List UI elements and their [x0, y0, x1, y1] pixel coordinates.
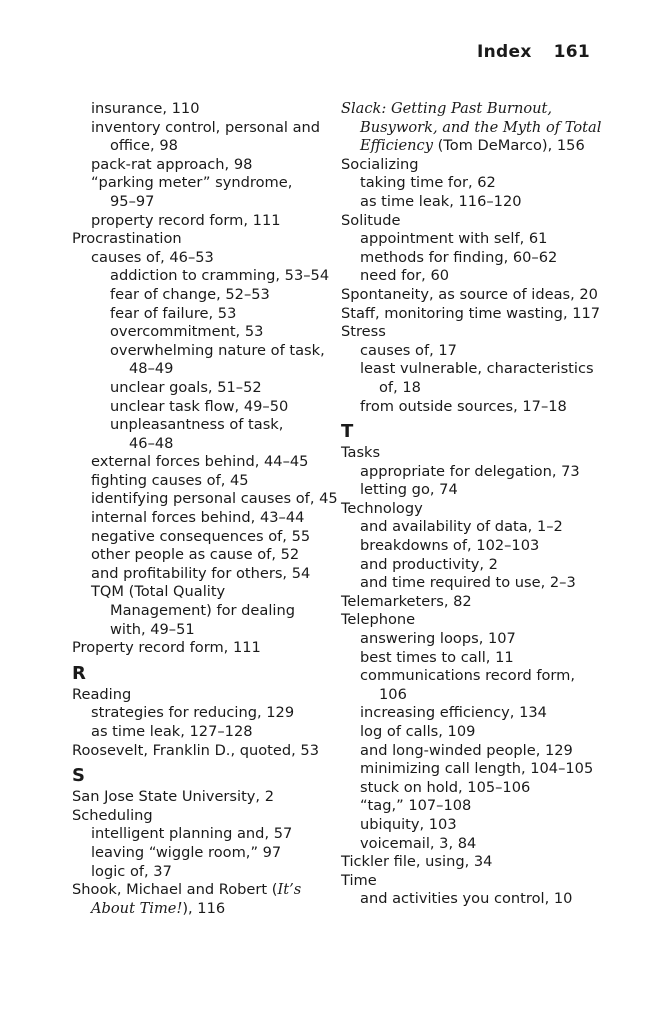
index-entry — [341, 249, 603, 268]
index-entry-text: Tasks — [341, 444, 381, 462]
index-entry — [72, 723, 334, 742]
index-entry-text: causes of, 46–53 — [91, 248, 214, 266]
index-entry — [72, 621, 334, 640]
index-entry-text: TQM (Total Quality — [91, 583, 226, 601]
index-entry-text: Socializing — [341, 155, 419, 173]
index-entry-text: and profitability for others, 54 — [91, 564, 311, 582]
index-entry — [341, 212, 603, 231]
index-entry-text: methods for finding, 60–62 — [360, 248, 558, 266]
index-entry-text: “tag,” 107–108 — [360, 797, 472, 815]
index-entry — [341, 630, 603, 649]
index-entry-text: internal forces behind, 43–44 — [91, 509, 305, 527]
index-entry — [72, 900, 334, 919]
index-entry — [341, 379, 603, 398]
index-entry — [72, 398, 334, 417]
index-entry-text: Telephone — [341, 611, 416, 629]
index-entry — [72, 416, 334, 435]
index-entry-text: strategies for reducing, 129 — [91, 704, 295, 722]
index-entry-text: and productivity, 2 — [360, 555, 498, 573]
index-entry — [72, 844, 334, 863]
index-entry-text: pack-rat approach, 98 — [91, 155, 253, 173]
index-entry-text: “parking meter” syndrome, — [91, 174, 293, 192]
index-entry — [341, 518, 603, 537]
index-entry — [72, 174, 334, 193]
index-entry-text: identifying personal causes of, 45 — [91, 490, 338, 508]
index-entry-text: best times to call, 11 — [360, 648, 514, 666]
index-entry — [72, 639, 334, 658]
index-column-left — [72, 100, 338, 918]
index-entry — [72, 863, 334, 882]
index-entry-text: 46–48 — [129, 434, 174, 452]
index-entry — [72, 379, 334, 398]
index-entry — [72, 193, 334, 212]
index-entry — [341, 137, 603, 156]
header-title: Index — [477, 42, 532, 62]
index-entry-text: Stress — [341, 323, 386, 341]
index-entry — [341, 853, 603, 872]
index-entry-text: unclear goals, 51–52 — [110, 378, 262, 396]
index-entry — [341, 267, 603, 286]
index-entry-text: intelligent planning and, 57 — [91, 825, 293, 843]
index-entry-text: Slack: Getting Past Burnout, — [341, 100, 553, 117]
index-entry-text: Property record form, 111 — [72, 639, 261, 657]
index-entry-text: taking time for, 62 — [360, 174, 496, 192]
index-entry — [341, 816, 603, 835]
index-entry — [341, 119, 603, 138]
index-entry — [341, 305, 603, 324]
index-entry — [341, 481, 603, 500]
index-entry — [341, 286, 603, 305]
index-entry-text: voicemail, 3, 84 — [360, 834, 477, 852]
index-entry — [341, 779, 603, 798]
index-entry — [341, 323, 603, 342]
index-entry — [341, 742, 603, 761]
index-section-letter: S — [72, 765, 85, 787]
index-entry-text: logic of, 37 — [91, 862, 172, 880]
index-entry — [72, 323, 334, 342]
index-entry-text: Efficiency — [360, 137, 433, 155]
index-entry — [341, 667, 603, 686]
index-entry-text: fighting causes of, 45 — [91, 471, 249, 489]
index-entry — [341, 611, 603, 630]
index-entry — [72, 686, 334, 705]
index-entry — [72, 360, 334, 379]
index-entry — [341, 444, 603, 463]
index-entry-text: About Time! — [91, 899, 183, 917]
index-entry-text: fear of failure, 53 — [110, 304, 237, 322]
index-entry-text: letting go, 74 — [360, 481, 458, 499]
index-entry-text: 48–49 — [129, 360, 174, 378]
index-entry-text: unpleasantness of task, — [110, 416, 284, 434]
index-entry — [341, 100, 603, 119]
index-entry — [341, 723, 603, 742]
index-entry-text: 106 — [379, 685, 407, 703]
index-entry-text: Management) for dealing — [110, 602, 295, 620]
index-entry-text: 95–97 — [110, 192, 155, 210]
index-entry-text: appointment with self, 61 — [360, 230, 548, 248]
index-entry-text: insurance, 110 — [91, 100, 200, 117]
index-entry — [72, 249, 334, 268]
index-entry — [341, 760, 603, 779]
page-number: 161 — [553, 42, 590, 62]
index-entry — [72, 286, 334, 305]
index-entry-text: Staff, monitoring time wasting, 117 — [341, 304, 601, 322]
index-entry-text: other people as cause of, 52 — [91, 546, 300, 564]
index-entry-text: Procrastination — [72, 230, 182, 248]
index-entry-text: as time leak, 116–120 — [360, 192, 522, 210]
index-entry-text: leaving “wiggle room,” 97 — [91, 843, 282, 861]
index-entry — [72, 509, 334, 528]
index-section-letter: R — [72, 662, 86, 684]
index-entry — [341, 835, 603, 854]
index-entry-text: causes of, 17 — [360, 341, 457, 359]
index-entry-text: Roosevelt, Franklin D., quoted, 53 — [72, 741, 319, 759]
index-entry-text: Spontaneity, as source of ideas, 20 — [341, 285, 598, 303]
index-entry-text: with, 49–51 — [110, 620, 195, 638]
index-entry-text: and time required to use, 2–3 — [360, 574, 576, 592]
index-entry — [341, 156, 603, 175]
index-entry — [72, 742, 334, 761]
index-entry-text: and availability of data, 1–2 — [360, 518, 563, 536]
index-entry-text: log of calls, 109 — [360, 723, 476, 740]
index-entry-text: overwhelming nature of task, — [110, 341, 325, 359]
index-entry — [341, 556, 603, 575]
index-entry-text: San Jose State University, 2 — [72, 788, 274, 806]
index-entry — [341, 230, 603, 249]
index-entry-text: from outside sources, 17–18 — [360, 397, 567, 415]
index-entry — [341, 174, 603, 193]
index-entry — [72, 100, 334, 119]
index-entry-text: Shook, Michael and Robert ( — [72, 881, 278, 899]
index-entry — [72, 267, 334, 286]
index-entry — [72, 546, 334, 565]
index-section-letter: T — [341, 421, 354, 443]
index-entry — [72, 230, 334, 249]
index-entry — [72, 602, 334, 621]
index-entry — [341, 890, 603, 909]
index-entry-text: Telemarketers, 82 — [341, 592, 472, 610]
index-entry-text: addiction to cramming, 53–54 — [110, 267, 330, 285]
index-entry-text: answering loops, 107 — [360, 630, 516, 648]
index-entry — [341, 686, 603, 705]
index-entry — [72, 435, 334, 454]
index-entry — [72, 565, 334, 584]
index-entry — [72, 305, 334, 324]
index-entry — [72, 342, 334, 361]
index-entry — [341, 500, 603, 519]
index-entry-text: need for, 60 — [360, 267, 450, 285]
index-entry-text: Time — [341, 871, 377, 889]
index-entry — [341, 193, 603, 212]
index-entry — [341, 463, 603, 482]
index-entry-text: Solitude — [341, 211, 401, 229]
index-entry — [341, 593, 603, 612]
index-entry — [341, 872, 603, 891]
index-entry — [72, 212, 334, 231]
index-entry-text: ), 116 — [182, 899, 226, 917]
index-entry-text: overcommitment, 53 — [110, 323, 264, 341]
index-entry — [341, 360, 603, 379]
index-entry-text: minimizing call length, 104–105 — [360, 760, 594, 778]
index-entry-text: breakdowns of, 102–103 — [360, 537, 540, 555]
index-entry — [72, 788, 334, 807]
index-entry-text: of, 18 — [379, 378, 421, 396]
index-entry-text: unclear task flow, 49–50 — [110, 397, 289, 415]
index-entry — [72, 156, 334, 175]
running-header — [477, 42, 590, 62]
index-entry — [72, 583, 334, 602]
index-entry — [341, 797, 603, 816]
index-entry-text: negative consequences of, 55 — [91, 527, 311, 545]
index-entry — [72, 881, 334, 900]
index-entry-text: communications record form, — [360, 667, 576, 685]
index-entry — [72, 119, 334, 138]
index-entry-text: It’s — [277, 881, 302, 899]
index-entry — [341, 537, 603, 556]
index-entry-text: Reading — [72, 685, 132, 703]
index-entry-text: as time leak, 127–128 — [91, 723, 253, 740]
index-entry — [341, 342, 603, 361]
index-entry — [72, 472, 334, 491]
index-entry — [72, 453, 334, 472]
index-entry-text: Busywork, and the Myth of Total — [360, 118, 602, 136]
index-entry — [341, 398, 603, 417]
index-entry-text: least vulnerable, characteristics — [360, 360, 594, 378]
index-entry-text: stuck on hold, 105–106 — [360, 778, 531, 796]
index-entry — [72, 528, 334, 547]
index-entry-text: fear of change, 52–53 — [110, 285, 270, 303]
index-entry-text: Technology — [341, 499, 423, 517]
index-entry — [341, 574, 603, 593]
index-entry-text: and activities you control, 10 — [360, 890, 573, 908]
index-entry-text: Tickler file, using, 34 — [341, 853, 493, 871]
index-entry-text: increasing efficiency, 134 — [360, 704, 547, 722]
index-entry-text: ubiquity, 103 — [360, 815, 457, 833]
index-entry-text: inventory control, personal and — [91, 118, 321, 136]
index-entry — [341, 704, 603, 723]
index-entry-text: Scheduling — [72, 806, 153, 824]
index-entry-text: property record form, 111 — [91, 211, 281, 229]
index-entry — [72, 490, 338, 509]
index-entry-text: and long-winded people, 129 — [360, 741, 573, 759]
index-column-right — [341, 100, 603, 909]
index-entry-text: (Tom DeMarco), 156 — [432, 137, 585, 155]
index-entry-text: office, 98 — [110, 137, 178, 155]
index-entry — [72, 807, 334, 826]
index-entry — [72, 137, 334, 156]
index-entry — [72, 825, 334, 844]
index-entry — [72, 704, 334, 723]
index-entry-text: external forces behind, 44–45 — [91, 453, 309, 471]
index-entry-text: appropriate for delegation, 73 — [360, 462, 580, 480]
index-entry — [341, 649, 603, 668]
